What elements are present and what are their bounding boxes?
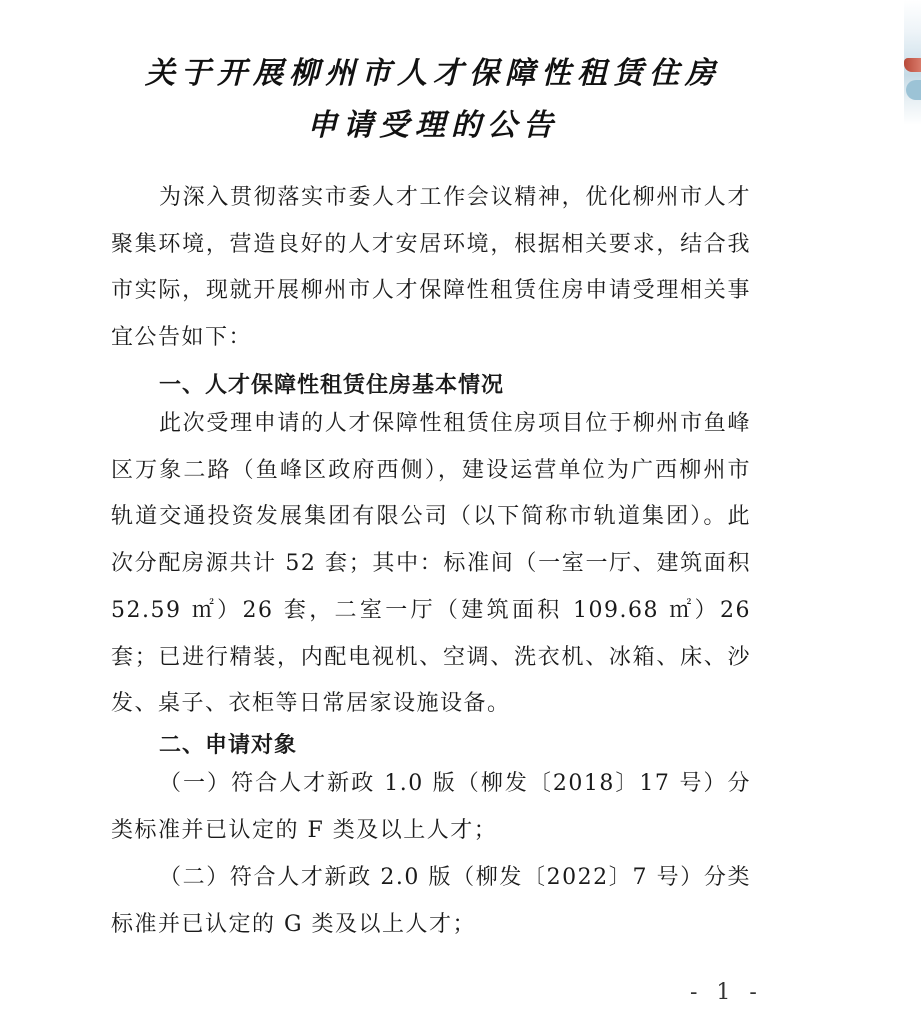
page-number: - 1 -	[690, 980, 763, 1005]
section-1-heading: 一、人才保障性租赁住房基本情况	[159, 373, 505, 398]
applicant-item-2: （二）符合人才新政 2.0 版（柳发〔2022〕7 号）分类标准并已认定的 G 类及以上人才；	[111, 865, 751, 937]
section-1-paragraph: 此次受理申请的人才保障性租赁住房项目位于柳州市鱼峰区万象二路（鱼峰区政府西侧），建设运营单位为广西柳州市轨道交通投资发展集团有限公司（以下简称市轨道集团）。此次分配房源共计 52 套；其中：标准间（一室一厅、建筑面积 52.59 ㎡）26 套，二室一厅（建筑面积 109.68 ㎡）26 套；已进行精装，内配电视机、空调、洗衣机、冰箱、床、沙发、桌子、衣柜等日常居家设施设备。	[111, 411, 751, 717]
document-title-line-2: 申请受理的公告	[307, 108, 559, 143]
water-shape	[906, 80, 921, 100]
document-title-line-1: 关于开展柳州市人才保障性租赁住房	[145, 56, 721, 91]
intro-paragraph: 为深入贯彻落实市委人才工作会议精神，优化柳州市人才聚集环境，营造良好的人才安居环境，根据相关要求，结合我市实际，现就开展柳州市人才保障性租赁住房申请受理相关事宜公告如下：	[111, 185, 751, 351]
section-2-heading: 二、申请对象	[159, 733, 298, 758]
bridge-stripe	[904, 58, 921, 72]
applicant-item-1: （一）符合人才新政 1.0 版（柳发〔2018〕17 号）分类标准并已认定的 F 类及以上人才；	[111, 771, 751, 843]
landscape-thumbnail-icon	[904, 0, 921, 125]
